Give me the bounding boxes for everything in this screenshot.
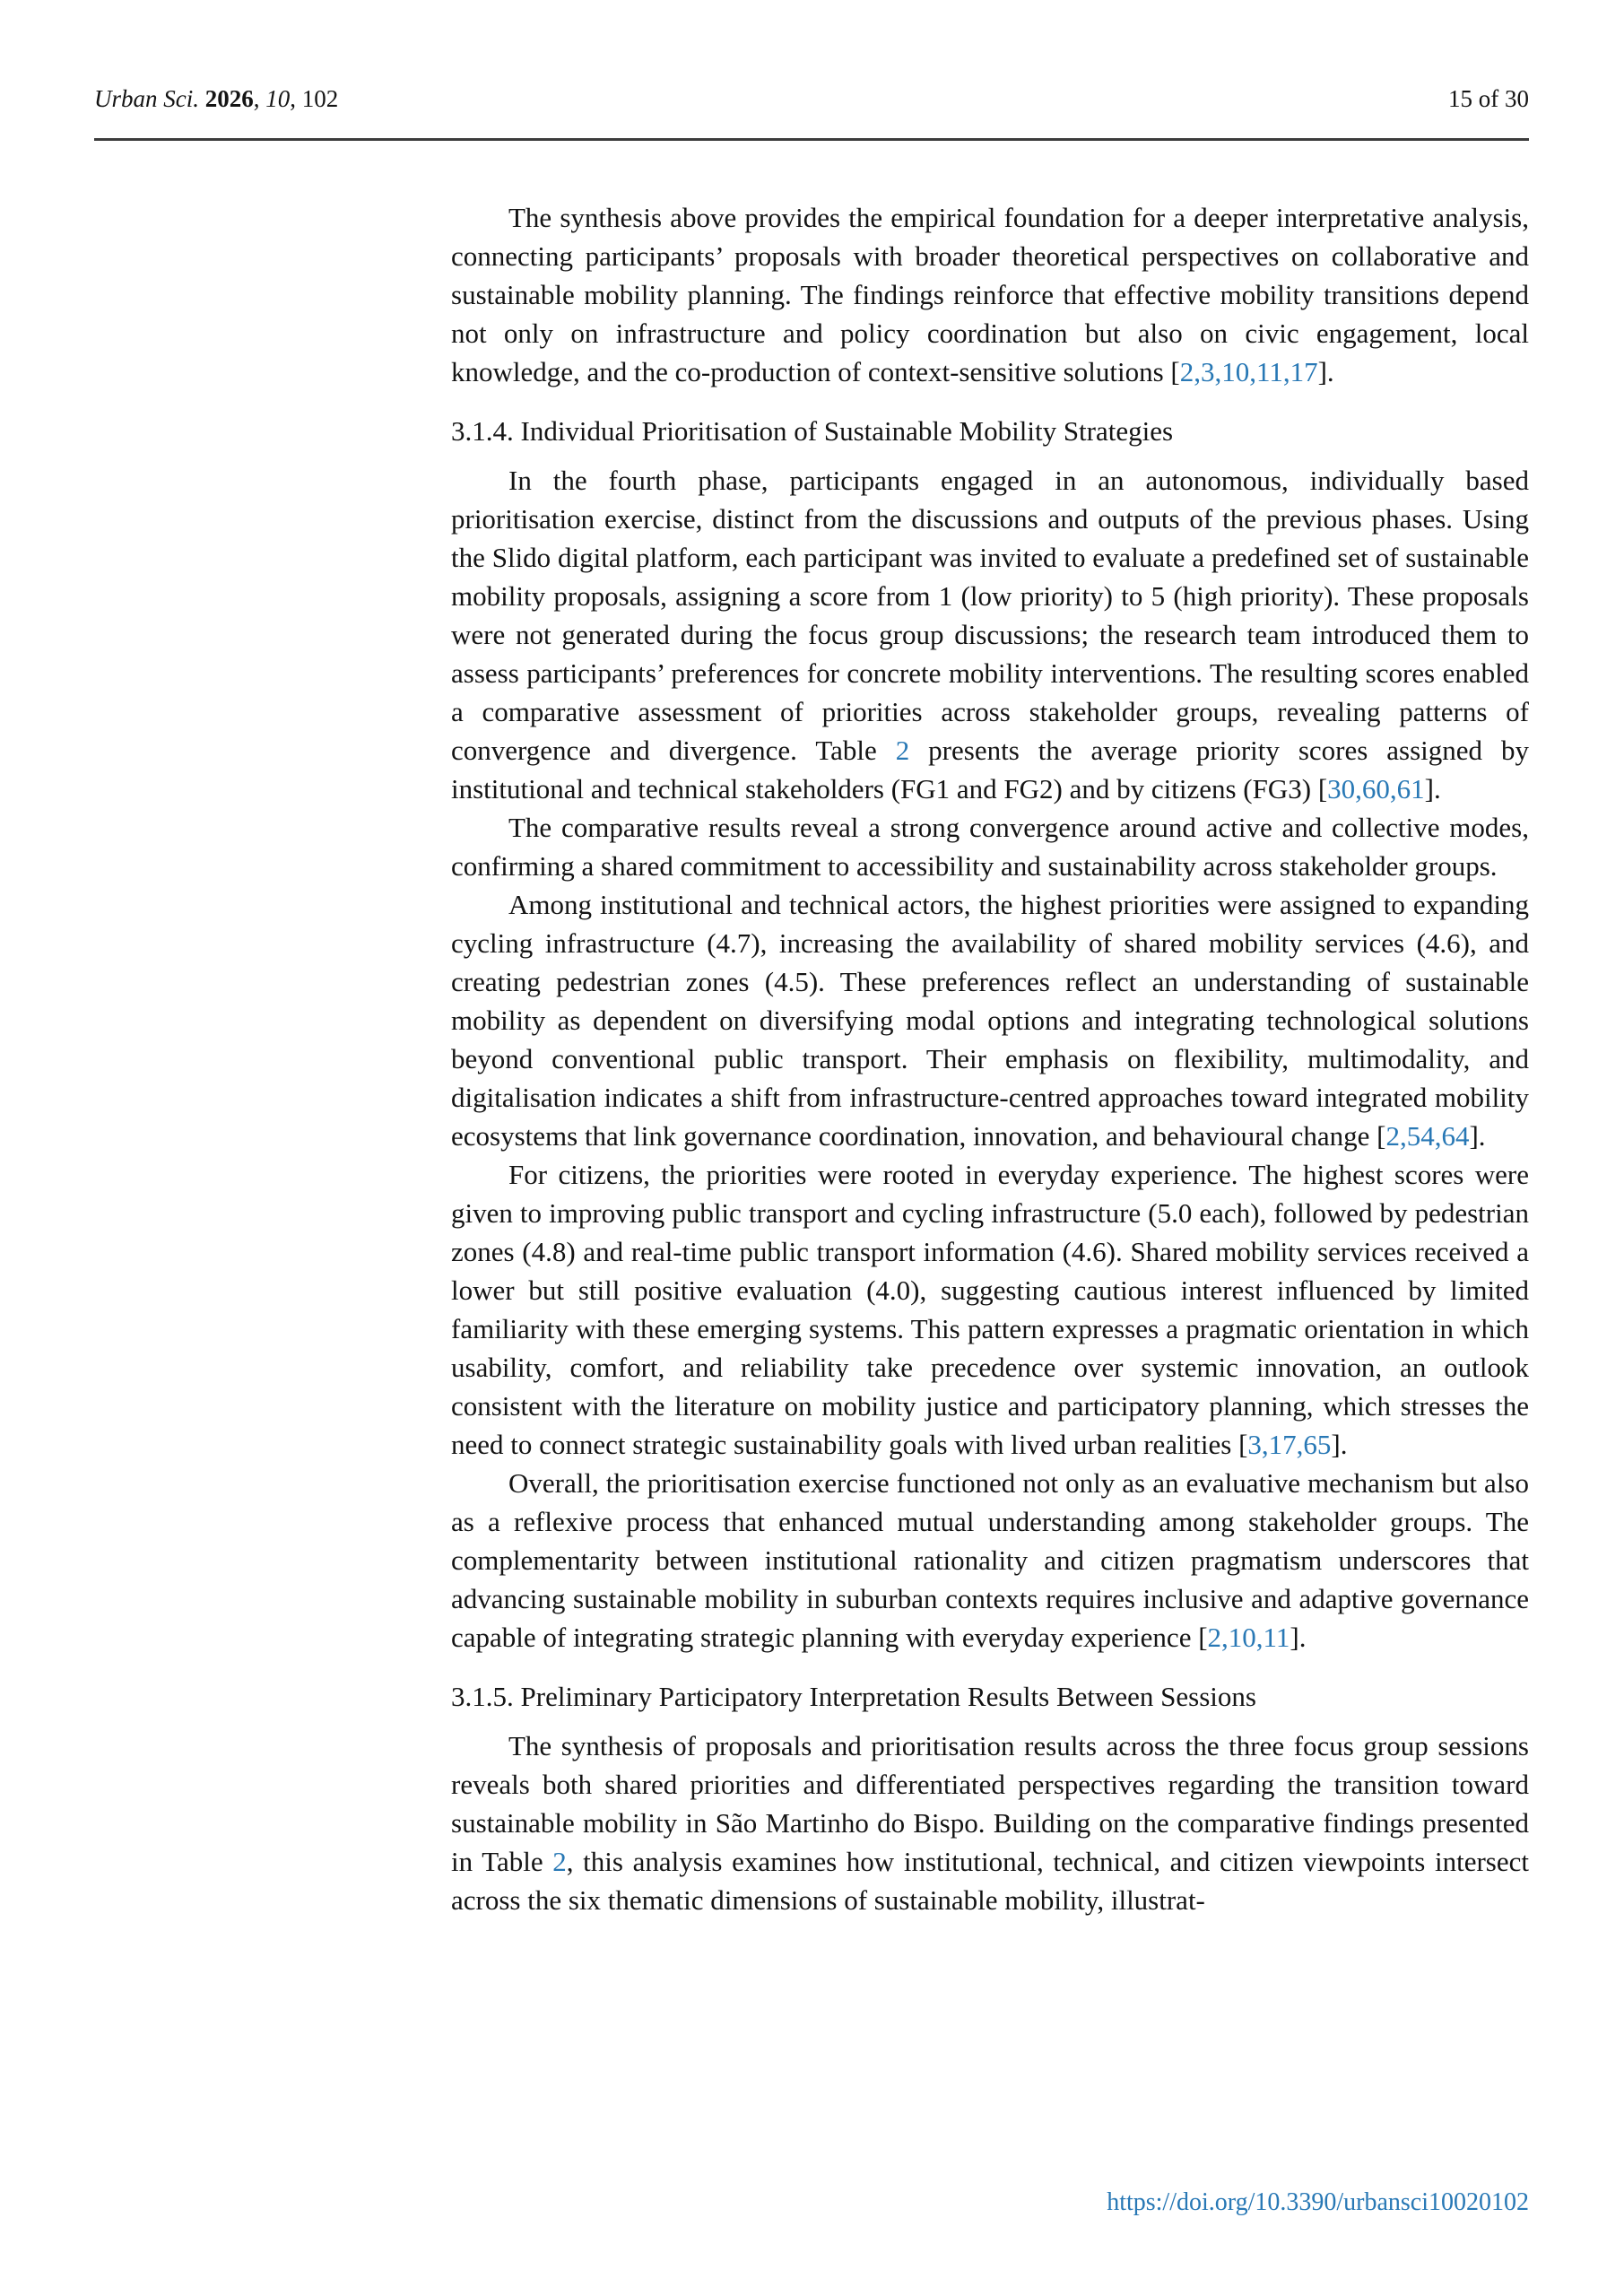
citation-link[interactable]: 2,10,11 <box>1207 1622 1290 1653</box>
section-heading: 3.1.5. Preliminary Participatory Interpretation Results Between Sessions <box>451 1681 1256 1712</box>
paragraph: In the fourth phase, participants engaged in an autonomous, individually based prioritisation exercise, distinct from the discussions and outputs of the previous phases. Using the Slido digital platform, each participant was invited to evaluate a predefined set of sustainable mobility proposals, assigning a score from 1 (low priority) to 5 (high priority). These proposals were not generated during the focus group discussions; the research team introduced them to assess participants’ preferences for concrete mobility interventions. The resulting scores enabled a comparative assessment of priorities across stakeholder groups, revealing patterns of convergence and divergence. Table 2 presents the average priority scores assigned by institutional and technical stakeholders (FG1 and FG2) and by citizens (FG3) [30,60,61]. <box>451 465 1530 804</box>
table-link[interactable]: 2 <box>552 1846 567 1877</box>
page-header <box>94 84 1529 113</box>
paragraph: The synthesis above provides the empirical foundation for a deeper interpretative analysis, connecting participants’ proposals with broader theoretical perspectives on collaborative and sustainable mobility planning. The findings reinforce that effective mobility transitions depend not only on infrastructure and policy coordination but also on civic engagement, local knowledge, and the co-production of context-sensitive solutions [2,3,10,11,17]. <box>451 202 1529 387</box>
journal-volume: 10 <box>265 85 291 112</box>
page-number: 15 of 30 <box>1448 85 1529 112</box>
paragraph: The synthesis of proposals and prioritisation results across the three focus group sessions reveals both shared priorities and differentiated perspectives regarding the transition toward sustainable mobility in São Martinho do Bispo. Building on the comparative findings presented in Table 2, this analysis examines how institutional, technical, and citizen viewpoints intersect across the six thematic dimensions of sustainable mobility, illustrat- <box>451 1730 1529 1916</box>
doi-link[interactable]: https://doi.org/10.3390/urbansci10020102 <box>1107 2188 1529 2216</box>
table-link[interactable]: 2 <box>895 735 910 766</box>
citation-link[interactable]: 2,3,10,11,17 <box>1179 356 1318 387</box>
section-heading: 3.1.4. Individual Prioritisation of Sustainable Mobility Strategies <box>451 415 1174 447</box>
page-footer <box>94 2187 1529 2218</box>
separator: , <box>253 85 266 112</box>
citation-link[interactable]: 2,54,64 <box>1385 1120 1470 1152</box>
article-number: 102 <box>301 85 339 112</box>
paragraph: Among institutional and technical actors, the highest priorities were assigned to expanding cycling infrastructure (4.7), increasing the availability of shared mobility services (4.6), and creating pedestrian zones (4.5). These preferences reflect an understanding of sustainable mobility as dependent on diversifying modal options and integrating technological solutions beyond conventional public transport. Their emphasis on flexibility, multimodality, and digitalisation indicates a shift from infrastructure-centred approaches toward integrated mobility ecosystems that link governance coordination, innovation, and behavioural change [2,54,64]. <box>451 889 1529 1152</box>
paragraph: The comparative results reveal a strong convergence around active and collective modes, confirming a shared commitment to accessibility and sustainability across stakeholder groups. <box>451 812 1529 882</box>
citation-link[interactable]: 30,60,61 <box>1327 773 1425 804</box>
article-body <box>451 198 1529 1919</box>
separator: , <box>290 85 302 112</box>
paragraph: For citizens, the priorities were rooted in everyday experience. The highest scores were given to improving public transport and cycling infrastructure (5.0 each), followed by pedestrian zones (4.8) and real-time public transport information (4.6). Shared mobility services received a lower but still positive evaluation (4.0), suggesting cautious interest influenced by limited familiarity with these emerging systems. This pattern expresses a pragmatic orientation in which usability, comfort, and reliability take precedence over systemic innovation, an outlook consistent with the literature on mobility justice and participatory planning, which stresses the need to connect strategic sustainability goals with lived urban realities [3,17,65]. <box>451 1159 1529 1460</box>
paragraph: Overall, the prioritisation exercise functioned not only as an evaluative mechanism but also as a reflexive process that enhanced mutual understanding among stakeholder groups. The complementarity between institutional rationality and citizen pragmatism underscores that advancing sustainable mobility in suburban contexts requires inclusive and adaptive governance capable of integrating strategic planning with everyday experience [2,10,11]. <box>451 1467 1529 1653</box>
journal-citation <box>94 84 338 113</box>
journal-name: Urban Sci. <box>94 85 205 112</box>
header-rule <box>94 138 1529 141</box>
citation-link[interactable]: 3,17,65 <box>1247 1429 1332 1460</box>
journal-year: 2026 <box>204 85 254 112</box>
